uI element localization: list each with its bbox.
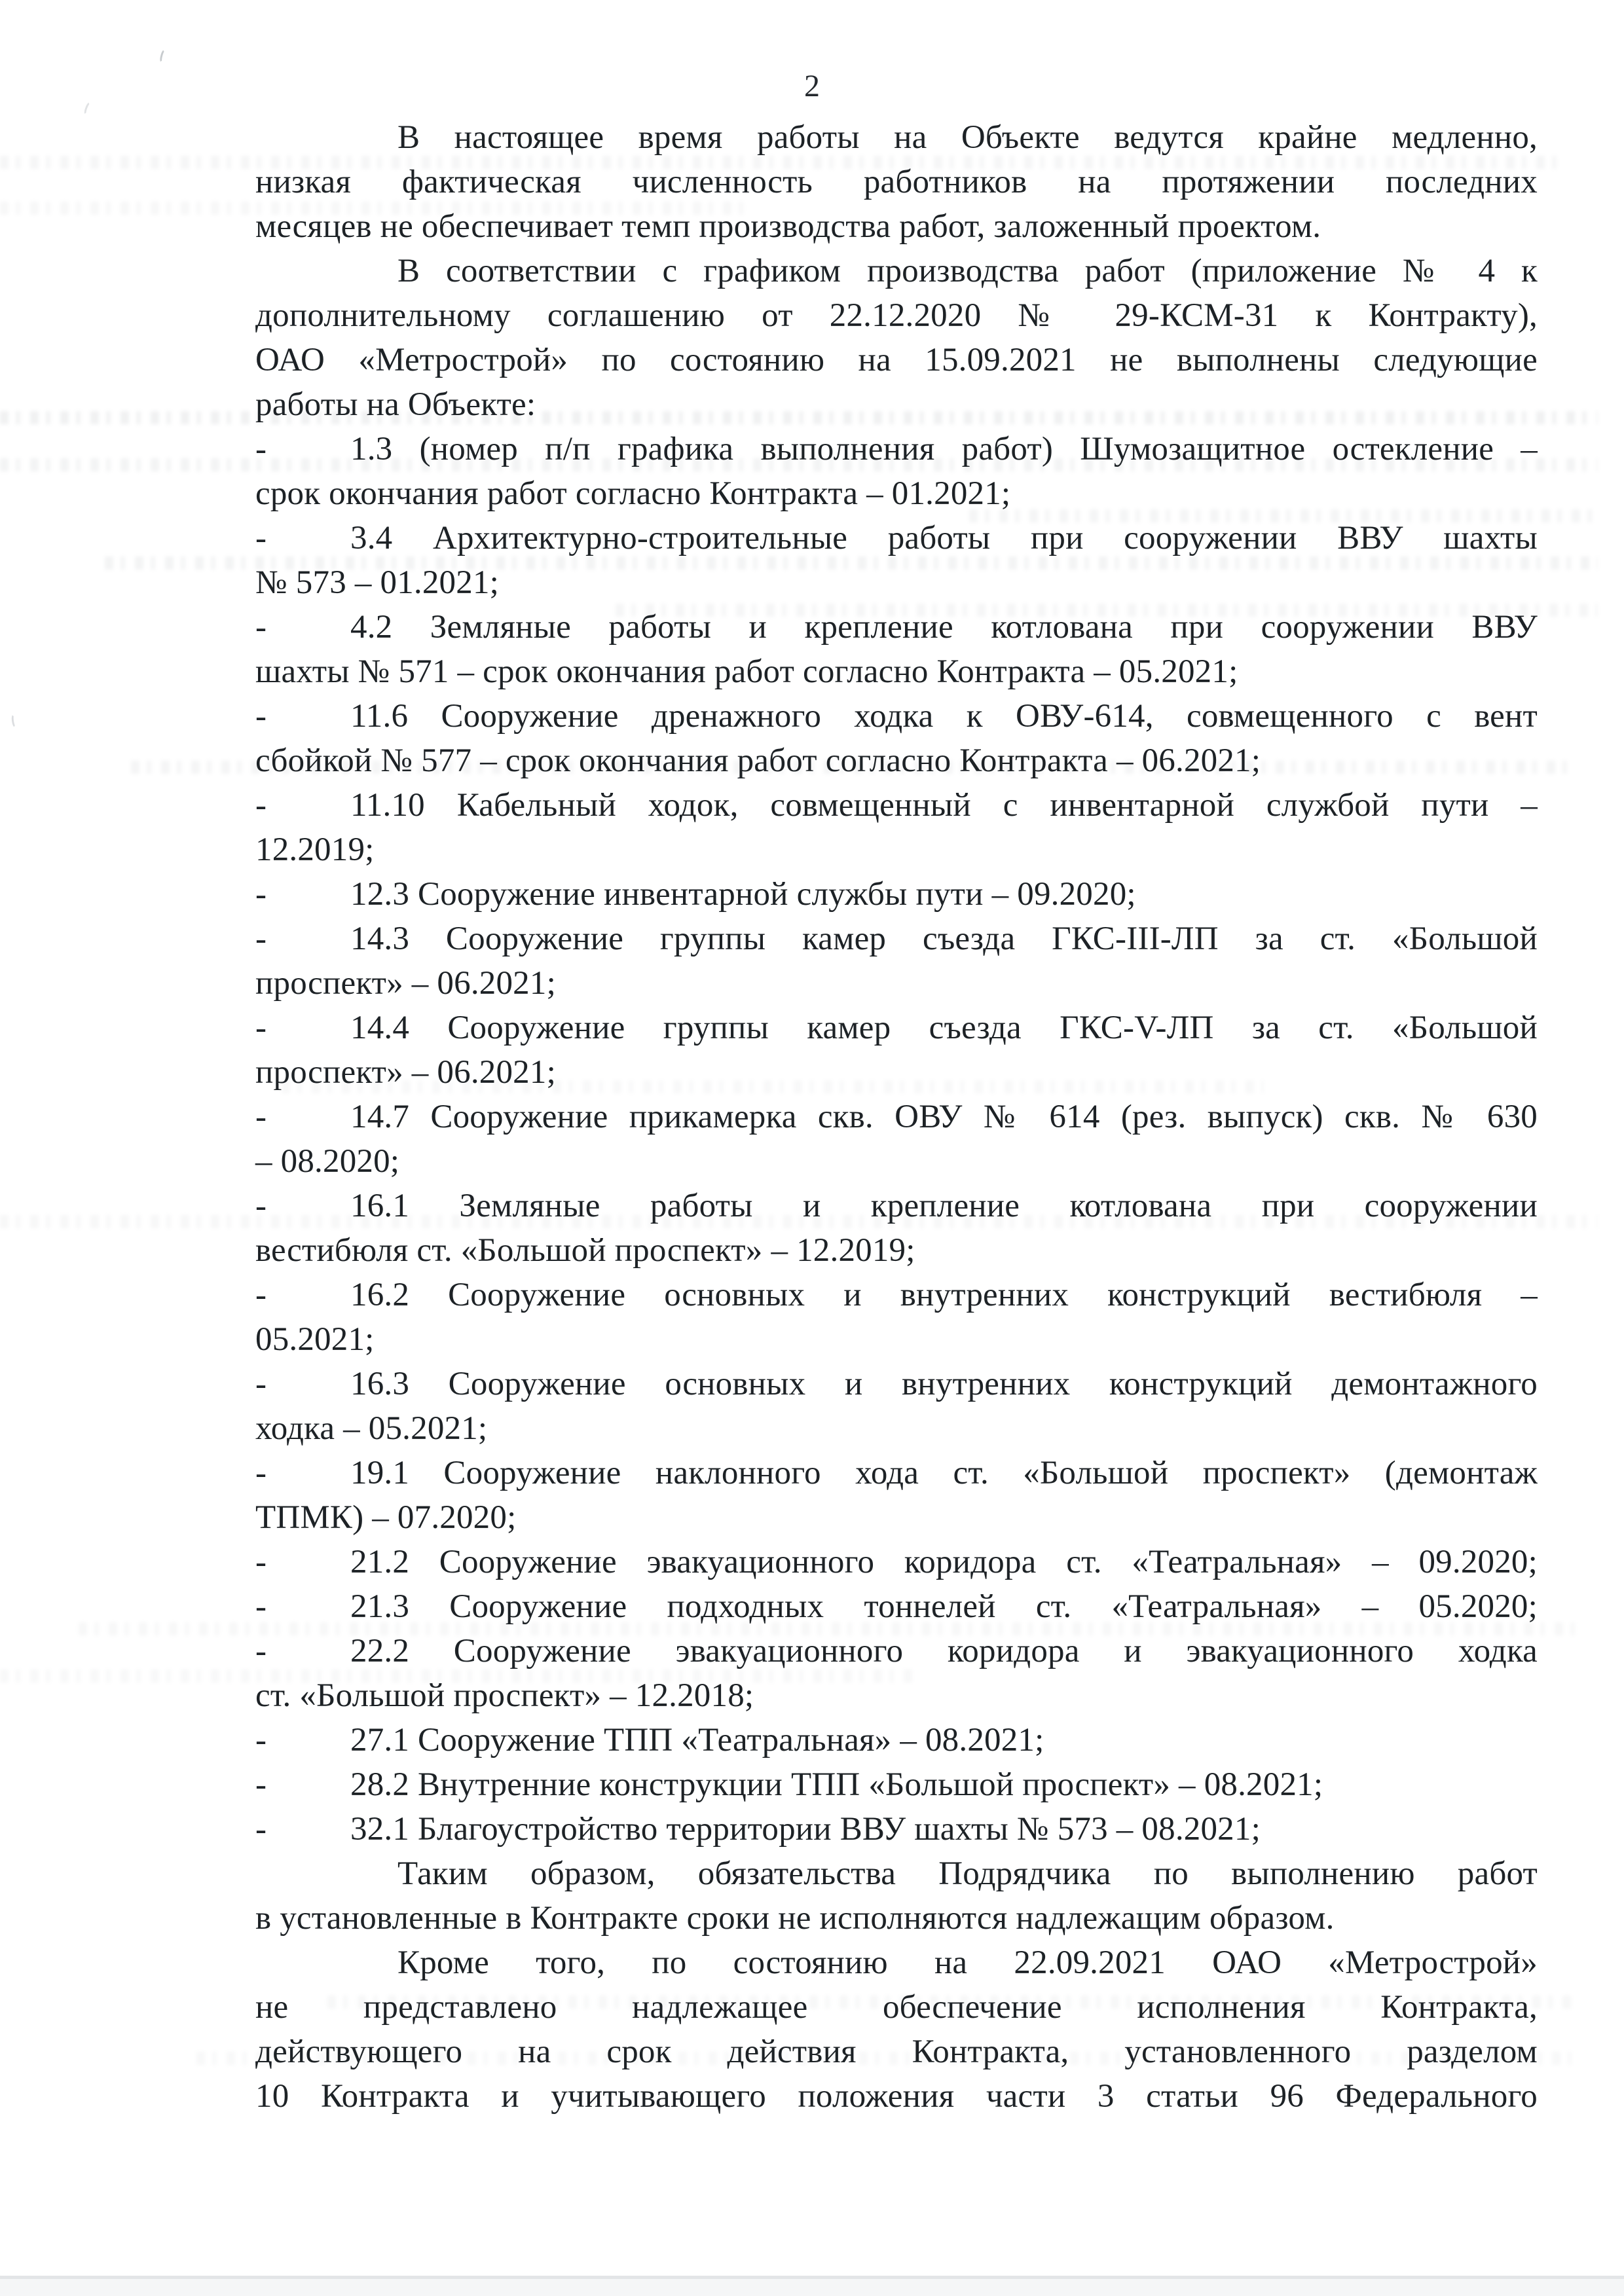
text-line: дополнительному соглашению от 22.12.2020 № 29-КСМ-31 к Контракту), — [255, 297, 1538, 334]
list-dash: - — [255, 1277, 267, 1313]
text-line: Кроме того, по состоянию на 22.09.2021 ОАО «Метрострой» — [397, 1944, 1538, 1981]
list-item-line: - 21.3 Сооружение подходных тоннелей ст. «Театральная» – 05.2020; — [255, 1584, 1538, 1629]
list-item-line: - 16.2 Сооружение основных и внутренних конструкций вестибюля – — [255, 1273, 1538, 1317]
list-dash: - — [255, 787, 267, 824]
list-dash: - — [255, 1544, 267, 1580]
list-dash: - — [255, 1766, 267, 1803]
list-dash: - — [255, 1188, 267, 1224]
scan-edge-band — [0, 2279, 1624, 2296]
list-item-line: - 22.2 Сооружение эвакуационного коридора и эвакуационного ходка — [255, 1629, 1538, 1673]
page-number: 2 — [804, 69, 820, 103]
list-item-line: - 11.6 Сооружение дренажного ходка к ОВУ-614, совмещенного с вент — [255, 694, 1538, 738]
text-line: низкая фактическая численность работников на протяжении последних — [255, 164, 1538, 200]
list-item-line: - 3.4 Архитектурно-строительные работы при сооружении ВВУ шахты — [255, 516, 1538, 560]
text-line: Таким образом, обязательства Подрядчика по выполнению работ — [397, 1855, 1538, 1892]
list-item-line: - 14.7 Сооружение прикамерка скв. ОВУ № 614 (рез. выпуск) скв. № 630 — [255, 1095, 1538, 1139]
list-dash: - — [255, 431, 267, 467]
scan-speck — [158, 48, 168, 64]
text-line: шахты № 571 – срок окончания работ согласно Контракта – 05.2021; — [255, 653, 1238, 690]
text-line: ходка – 05.2021; — [255, 1410, 488, 1447]
text-line: в установленные в Контракте сроки не исполняются надлежащим образом. — [255, 1900, 1335, 1937]
text-line: 05.2021; — [255, 1321, 375, 1358]
list-item-line: - 32.1 Благоустройство территории ВВУ шахты № 573 – 08.2021; — [255, 1807, 1538, 1851]
list-item-line: - 19.1 Сооружение наклонного хода ст. «Большой проспект» (демонтаж — [255, 1451, 1538, 1495]
list-dash: - — [255, 1010, 267, 1046]
list-item-line: - 27.1 Сооружение ТПП «Театральная» – 08.2021; — [255, 1718, 1538, 1762]
list-dash: - — [255, 520, 267, 556]
list-dash: - — [255, 698, 267, 735]
list-item-line: - 1.3 (номер п/п графика выполнения работ) Шумозащитное остекление – — [255, 427, 1538, 471]
text-line: В соответствии с графиком производства работ (приложение № 4 к — [397, 253, 1538, 289]
list-item-line: - 4.2 Земляные работы и крепление котлована при сооружении ВВУ — [255, 605, 1538, 649]
text-line: действующего на срок действия Контракта, установленного разделом — [255, 2033, 1538, 2070]
scan-edge-line — [0, 2276, 1624, 2279]
scan-speck — [11, 713, 19, 728]
list-dash: - — [255, 609, 267, 646]
list-dash: - — [255, 876, 267, 913]
list-item-line: - 16.1 Земляные работы и крепление котлована при сооружении — [255, 1184, 1538, 1228]
list-dash: - — [255, 1588, 267, 1625]
text-line: срок окончания работ согласно Контракта – 01.2021; — [255, 475, 1011, 512]
text-line: вестибюля ст. «Большой проспект» – 12.2019; — [255, 1232, 915, 1269]
text-line: ст. «Большой проспект» – 12.2018; — [255, 1677, 754, 1714]
list-dash: - — [255, 1633, 267, 1669]
list-dash: - — [255, 1811, 267, 1848]
list-item-line: - 14.4 Сооружение группы камер съезда ГКС-V-ЛП за ст. «Большой — [255, 1006, 1538, 1050]
list-item-line: - 14.3 Сооружение группы камер съезда ГКС-III-ЛП за ст. «Большой — [255, 917, 1538, 961]
text-line: № 573 – 01.2021; — [255, 564, 500, 601]
list-dash: - — [255, 1455, 267, 1491]
list-dash: - — [255, 1366, 267, 1402]
list-item-line: - 28.2 Внутренние конструкции ТПП «Большой проспект» – 08.2021; — [255, 1762, 1538, 1807]
list-item-line: - 12.3 Сооружение инвентарной службы пути – 09.2020; — [255, 872, 1538, 917]
text-line: не представлено надлежащее обеспечение исполнения Контракта, — [255, 1989, 1538, 2026]
text-line: сбойкой № 577 – срок окончания работ согласно Контракта – 06.2021; — [255, 742, 1261, 779]
text-line: – 08.2020; — [255, 1143, 400, 1180]
list-dash: - — [255, 1099, 267, 1135]
text-line: ТПМК) – 07.2020; — [255, 1499, 517, 1536]
text-line: ОАО «Метрострой» по состоянию на 15.09.2021 не выполнены следующие — [255, 342, 1538, 378]
text-line: 12.2019; — [255, 831, 375, 868]
text-line: 10 Контракта и учитывающего положения части 3 статьи 96 Федерального — [255, 2078, 1538, 2115]
text-line: проспект» – 06.2021; — [255, 965, 556, 1002]
list-dash: - — [255, 920, 267, 957]
text-line: месяцев не обеспечивает темп производства работ, заложенный проектом. — [255, 208, 1321, 245]
text-line: работы на Объекте: — [255, 386, 536, 423]
list-item-line: - 21.2 Сооружение эвакуационного коридора ст. «Театральная» – 09.2020; — [255, 1540, 1538, 1584]
list-item-line: - 16.3 Сооружение основных и внутренних конструкций демонтажного — [255, 1362, 1538, 1406]
document-body — [255, 115, 1538, 2119]
list-item-line: - 11.10 Кабельный ходок, совмещенный с инвентарной службой пути – — [255, 783, 1538, 828]
text-line: проспект» – 06.2021; — [255, 1054, 556, 1091]
text-line: В настоящее время работы на Объекте ведутся крайне медленно, — [397, 119, 1538, 156]
list-dash: - — [255, 1722, 267, 1758]
